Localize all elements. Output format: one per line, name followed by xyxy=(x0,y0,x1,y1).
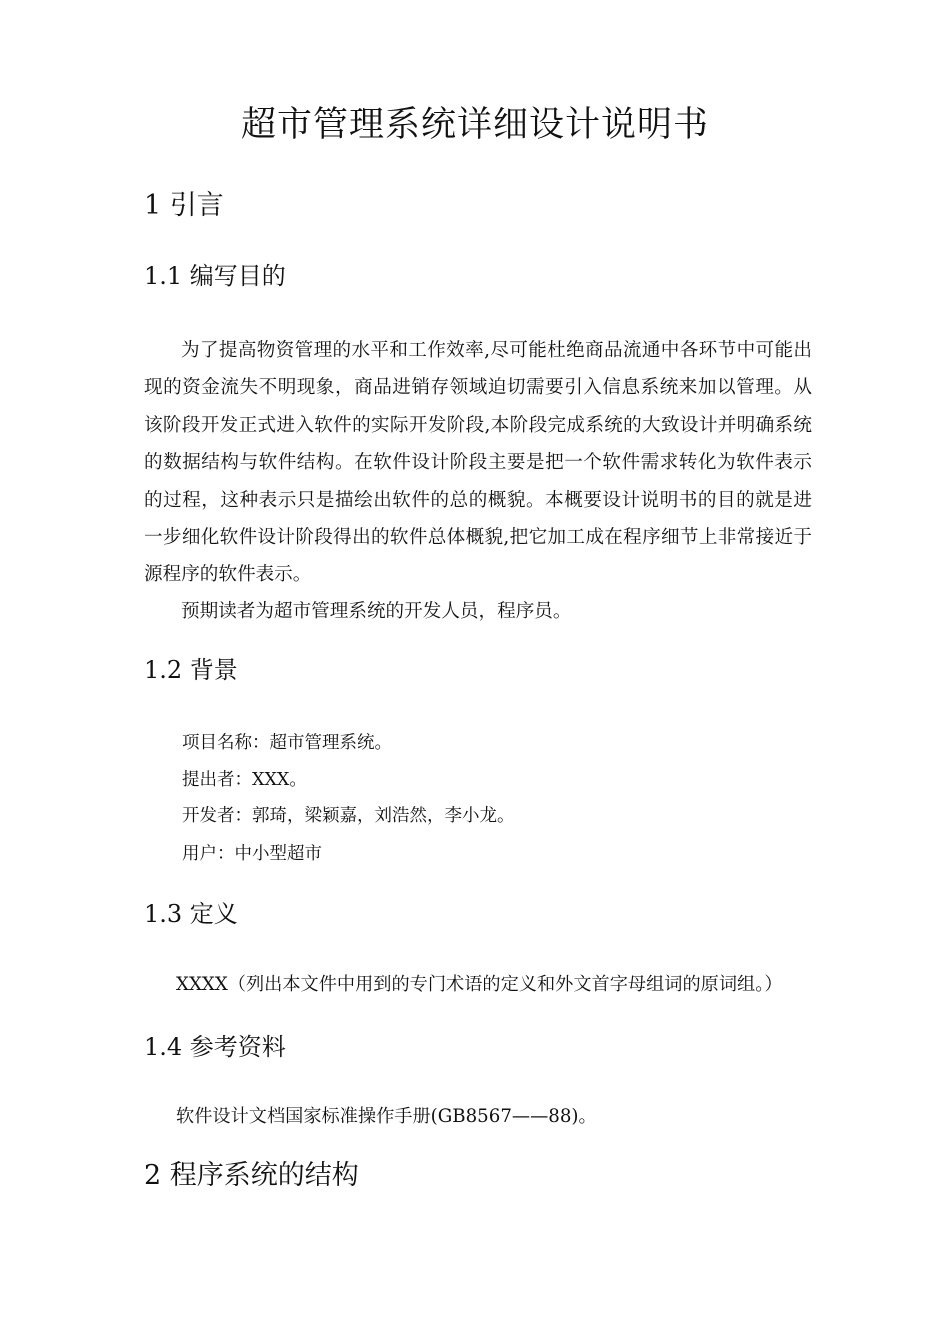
document-title: 超市管理系统详细设计说明书 xyxy=(240,105,709,145)
background-line-proposer: 提出者：XXX。 xyxy=(182,770,307,790)
section-heading-2: 2 程序系统的结构 xyxy=(144,1160,359,1191)
section-heading-1-3: 1.3 定义 xyxy=(144,900,238,928)
background-line-developers: 开发者：郭琦，梁颖嘉，刘浩然，李小龙。 xyxy=(182,806,515,826)
references-text: 软件设计文档国家标准操作手册(GB8567——88)。 xyxy=(176,1106,597,1127)
purpose-paragraph: 为了提高物资管理的水平和工作效率,尽可能杜绝商品流通中各环节中可能出现的资金流失不明现象，商品进销存领域迫切需要引入信息系统来加以管理。从该阶段开发正式进入软件的实际开发阶段,本阶段完成系统的大致设计并明确系统的数据结构与软件结构。在软件设计阶段主要是把一个软件需求转化为软件表示的过程，这种表示只是描绘出软件的总的概貌。本概要设计说明书的目的就是进一步细化软件设计阶段得出的软件总体概貌,把它加工成在程序细节上非常接近于源程序的软件表示。 xyxy=(144,340,812,586)
background-line-project-name: 项目名称：超市管理系统。 xyxy=(182,733,392,753)
definitions-text: XXXX（列出本文件中用到的专门术语的定义和外文首字母组词的原词组。） xyxy=(176,974,783,995)
section-heading-1-1: 1.1 编写目的 xyxy=(144,262,286,290)
readers-paragraph: 预期读者为超市管理系统的开发人员，程序员。 xyxy=(181,601,572,622)
background-line-user: 用户：中小型超市 xyxy=(182,844,322,864)
section-heading-1-2: 1.2 背景 xyxy=(144,656,238,684)
section-heading-1: 1 引言 xyxy=(144,190,224,221)
section-heading-1-4: 1.4 参考资料 xyxy=(144,1033,286,1061)
